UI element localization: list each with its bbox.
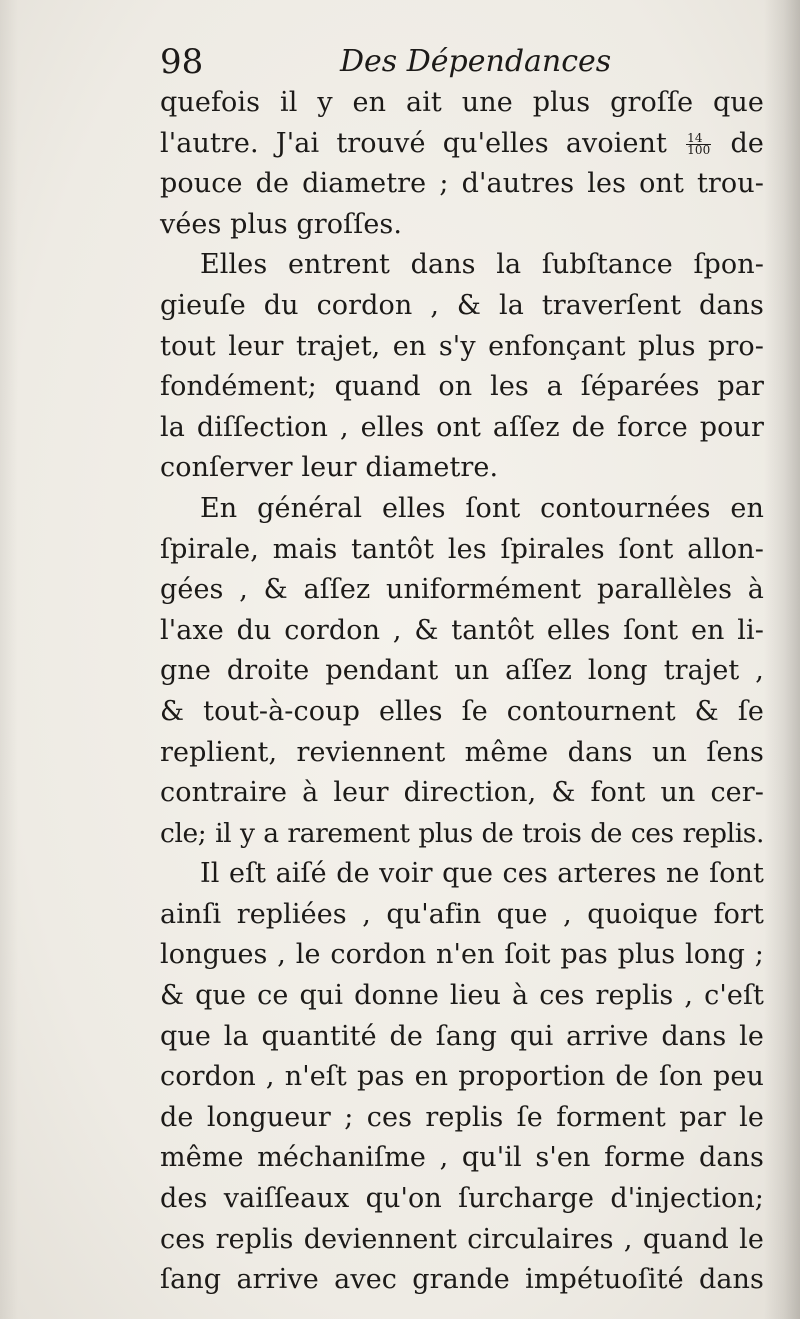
text-line: même méchaniſme , qu'il s'en forme dans [160,1142,764,1174]
text-line: cordon , n'eſt pas en proportion de ſon peu [160,1061,764,1093]
text-line: de longueur ; ces replis ſe forment par le [160,1101,764,1133]
page-gutter-shadow [764,0,800,1319]
text-line: tout leur trajet, en s'y enfonçant plus pro- [160,330,764,362]
running-head: Des Dépendances [340,44,612,79]
page-number: 98 [160,42,204,82]
text-fragment: de [730,127,764,159]
text-line: vées plus groſſes. [160,208,403,240]
text-line: Elles entrent dans la ſubſtance ſpon- [200,249,764,281]
fraction-numerator: 14 [686,133,711,145]
text-line: En général elles ſont contournées en [200,492,764,524]
body-text [160,83,764,1301]
text-line: ainſi repliées , qu'afin que , quoique fort [160,898,764,930]
text-line: cle; il y a rarement plus de trois de ces replis. [160,817,764,849]
page-left-shadow [0,0,18,1319]
text-line: pouce de diametre ; d'autres les ont trou- [160,168,764,200]
text-line: ces replis deviennent circulaires , quand le [160,1223,764,1255]
fraction [686,130,711,157]
text-line: la diſſection , elles ont aſſez de force pour [160,411,764,443]
text-line: conſerver leur diametre. [160,452,499,484]
text-line: replient, reviennent même dans un ſens [160,736,764,768]
text-line: gne droite pendant un aſſez long trajet , [160,655,764,687]
text-line: que la quantité de ſang qui arrive dans le [160,1020,764,1052]
text-line-with-fraction [160,124,764,165]
text-line: Il eſt aiſé de voir que ces arteres ne ſont [200,858,764,890]
page-header [160,38,760,86]
text-line: l'axe du cordon , & tantôt elles ſont en li- [160,614,764,646]
fraction-denominator: 100 [687,142,711,157]
text-line: fondément; quand on les a ſéparées par [160,371,764,403]
text-line: ſpirale, mais tantôt les ſpirales ſont allon- [160,533,764,565]
text-line: gées , & aſſez uniformément parallèles à [160,574,764,606]
text-line: ſang arrive avec grande impétuoſité dans [160,1264,764,1296]
text-line: gieuſe du cordon , & la traverſent dans [160,289,764,321]
text-line: longues , le cordon n'en ſoit pas plus long ; [160,939,764,971]
text-line: contraire à leur direction, & font un cer- [160,777,764,809]
text-line: quefois il y en ait une plus groſſe que [160,87,764,118]
text-line: & que ce qui donne lieu à ces replis , c'eſt [160,980,764,1012]
text-line: des vaiſſeaux qu'on ſurcharge d'injection; [160,1183,764,1215]
text-line: & tout-à-coup elles ſe contournent & ſe [160,695,764,727]
text-fragment: l'autre. J'ai trouvé qu'elles avoient [160,127,667,159]
